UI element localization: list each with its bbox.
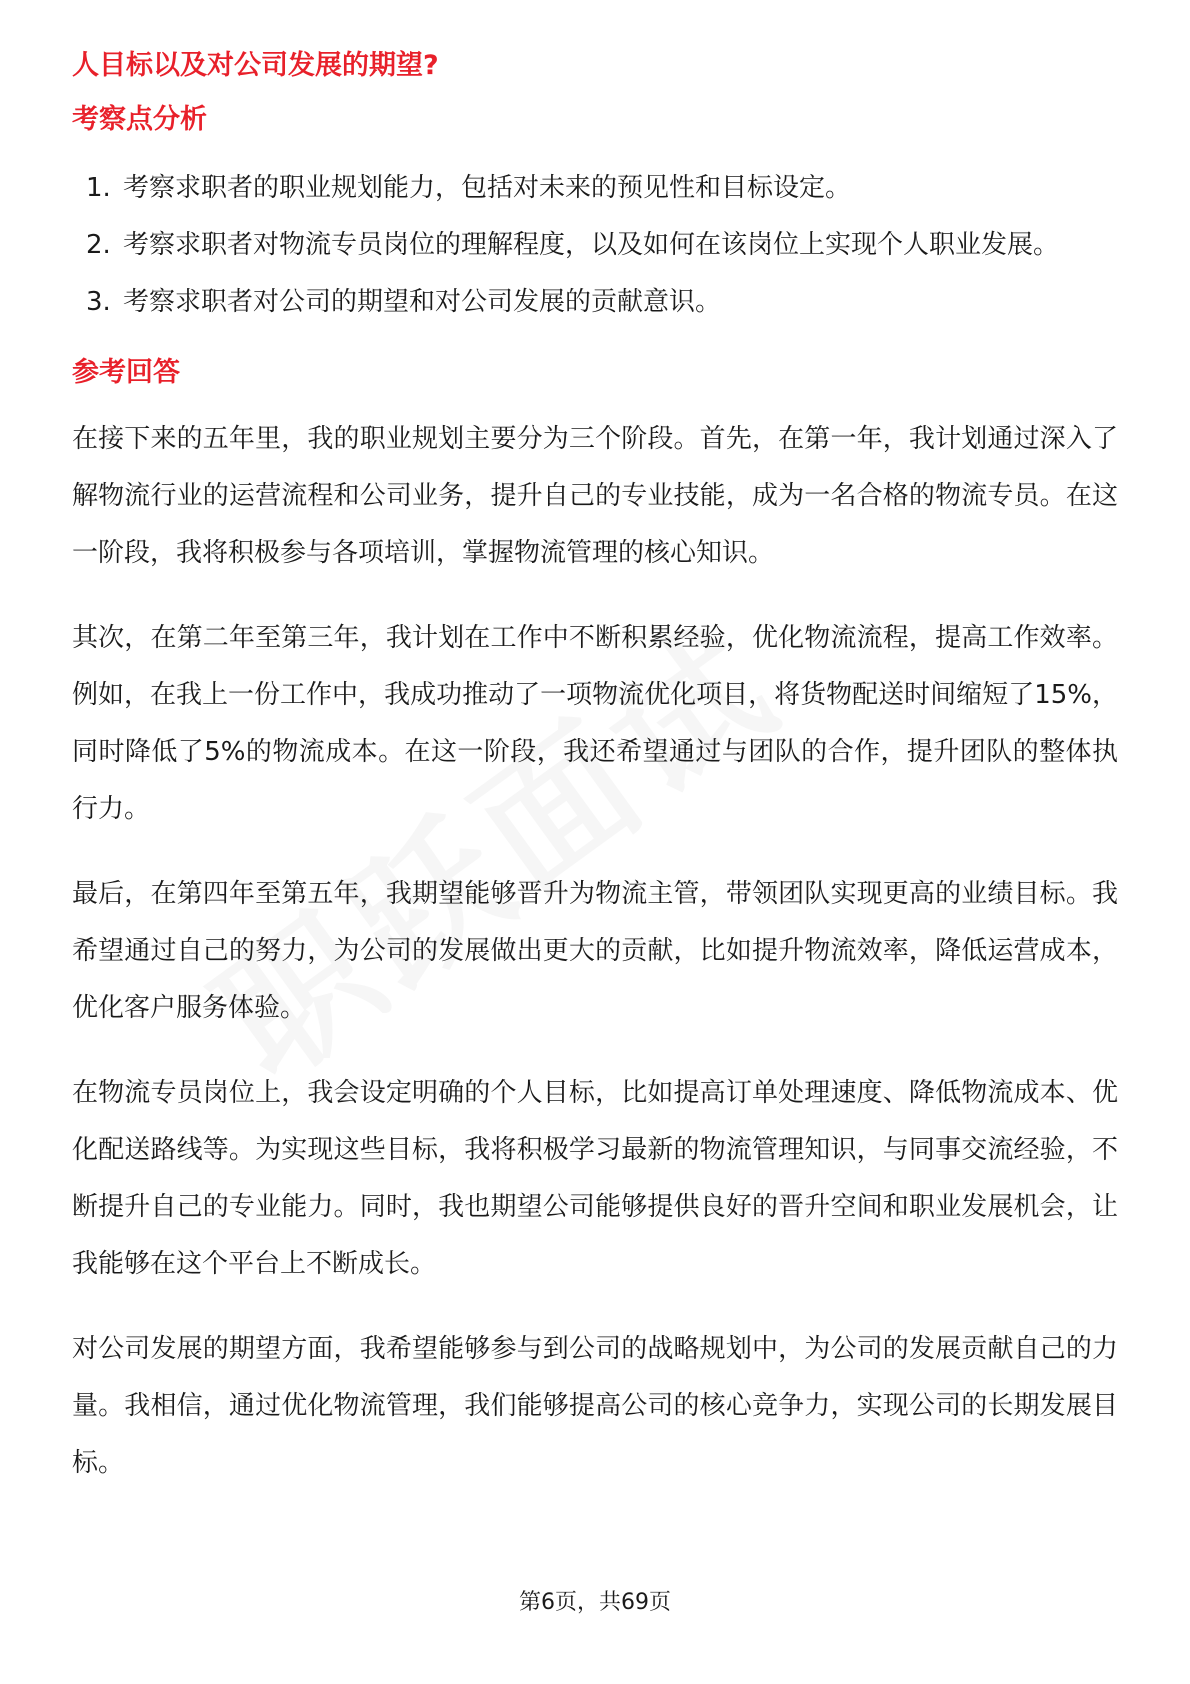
analysis-item-number: 1.: [86, 173, 111, 203]
analysis-item: [72, 274, 1118, 331]
analysis-list: [72, 160, 1118, 331]
answer-paragraph: 最后，在第四年至第五年，我期望能够晋升为物流主管，带领团队实现更高的业绩目标。我希望通过自己的努力，为公司的发展做出更大的贡献，比如提升物流效率，降低运营成本，优化客户服务体验。: [72, 879, 1118, 1023]
analysis-heading: 考察点分析: [72, 104, 207, 135]
page-number-footer: 第6页，共69页: [519, 1590, 671, 1615]
answer-paragraph: 在接下来的五年里，我的职业规划主要分为三个阶段。首先，在第一年，我计划通过深入了解物流行业的运营流程和公司业务，提升自己的专业技能，成为一名合格的物流专员。在这一阶段，我将积极参与各项培训，掌握物流管理的核心知识。: [72, 424, 1118, 568]
analysis-item-number: 2.: [86, 230, 111, 260]
answer-paragraph: 其次，在第二年至第三年，我计划在工作中不断积累经验，优化物流流程，提高工作效率。例如，在我上一份工作中，我成功推动了一项物流优化项目，将货物配送时间缩短了15%，同时降低了5%的物流成本。在这一阶段，我还希望通过与团队的合作，提升团队的整体执行力。: [72, 623, 1118, 824]
analysis-item-text: 考察求职者对公司的期望和对公司发展的贡献意识。: [123, 287, 722, 317]
question-heading: 人目标以及对公司发展的期望?: [72, 50, 439, 81]
analysis-item-text: 考察求职者对物流专员岗位的理解程度，以及如何在该岗位上实现个人职业发展。: [123, 230, 1060, 260]
analysis-item: [72, 217, 1118, 274]
analysis-item-text: 考察求职者的职业规划能力，包括对未来的预见性和目标设定。: [123, 173, 852, 203]
answer-heading: 参考回答: [72, 357, 180, 388]
analysis-item: [72, 160, 1118, 217]
document-page: [72, 46, 1118, 1520]
answer-paragraph: 在物流专员岗位上，我会设定明确的个人目标，比如提高订单处理速度、降低物流成本、优化配送路线等。为实现这些目标，我将积极学习最新的物流管理知识，与同事交流经验，不断提升自己的专业能力。同时，我也期望公司能够提供良好的晋升空间和职业发展机会，让我能够在这个平台上不断成长。: [72, 1078, 1118, 1279]
analysis-item-number: 3.: [86, 287, 111, 317]
answer-paragraph: 对公司发展的期望方面，我希望能够参与到公司的战略规划中，为公司的发展贡献自己的力量。我相信，通过优化物流管理，我们能够提高公司的核心竞争力，实现公司的长期发展目标。: [72, 1334, 1118, 1478]
